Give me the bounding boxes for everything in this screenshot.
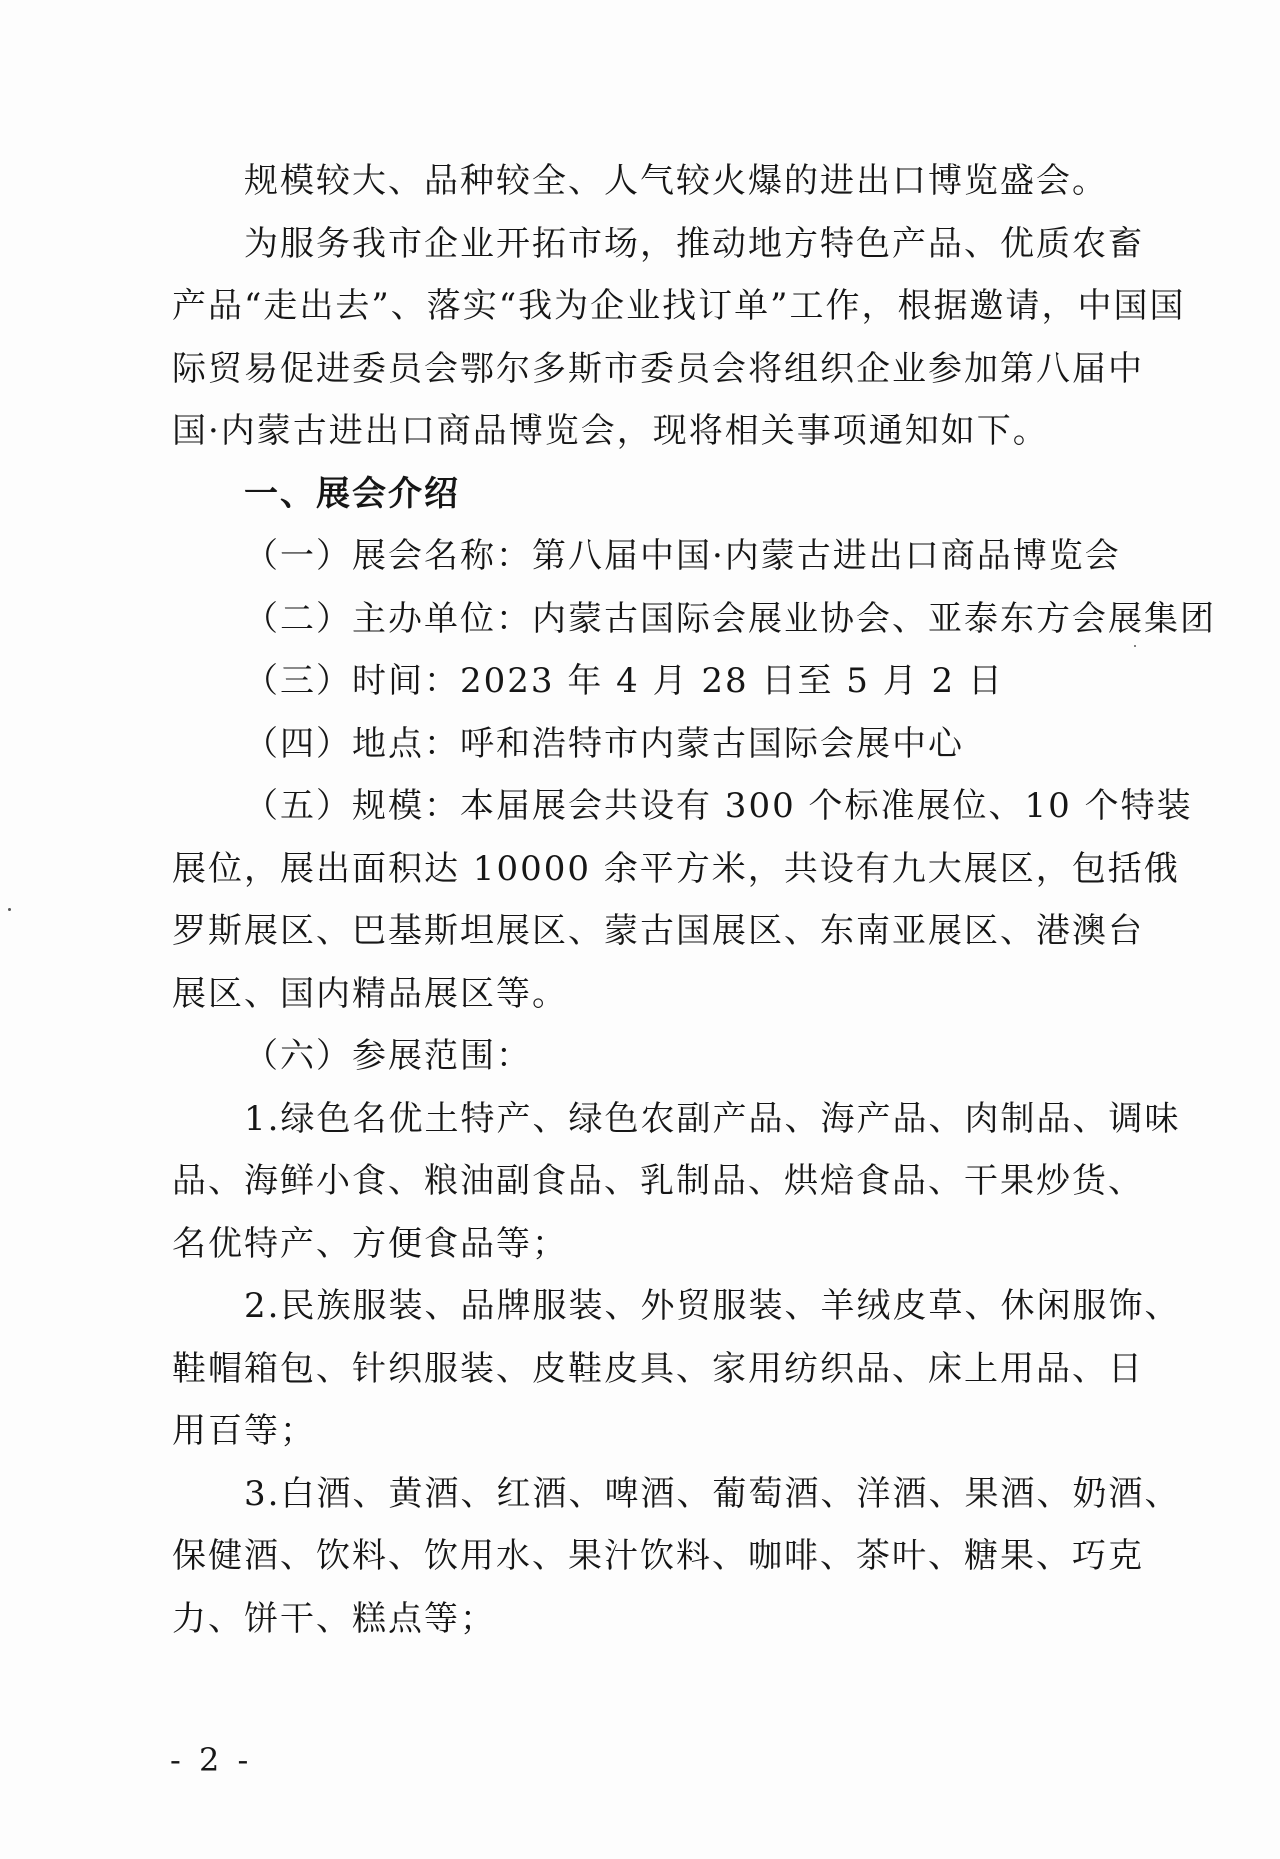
paragraph-line: 保健酒、饮料、饮用水、果汁饮料、咖啡、茶叶、糖果、巧克 bbox=[172, 1536, 1144, 1576]
list-item: （五）规模：本届展会共设有 300 个标准展位、10 个特装 bbox=[244, 786, 1193, 826]
list-item: 3.白酒、黄酒、红酒、啤酒、葡萄酒、洋酒、果酒、奶酒、 bbox=[244, 1473, 1181, 1514]
list-item: （三）时间：2023 年 4 月 28 日至 5 月 2 日 bbox=[244, 661, 1004, 701]
paragraph-line: 名优特产、方便食品等； bbox=[172, 1223, 568, 1264]
list-item: （六）参展范围： bbox=[244, 1036, 532, 1076]
paragraph-line: 用百等； bbox=[172, 1411, 316, 1451]
paragraph-line: 际贸易促进委员会鄂尔多斯市委员会将组织企业参加第八届中 bbox=[172, 348, 1144, 389]
paragraph-line: 力、饼干、糕点等； bbox=[172, 1598, 496, 1639]
paragraph-line: 规模较大、品种较全、人气较火爆的进出口博览盛会。 bbox=[244, 161, 1108, 201]
list-item: 1.绿色名优土特产、绿色农副产品、海产品、肉制品、调味 bbox=[244, 1098, 1181, 1139]
paragraph-line: 产品“走出去”、落实“我为企业找订单”工作，根据邀请，中国国 bbox=[172, 286, 1186, 326]
list-item: （一）展会名称：第八届中国·内蒙古进出口商品博览会 bbox=[244, 536, 1121, 576]
paragraph-line: 罗斯展区、巴基斯坦展区、蒙古国展区、东南亚展区、港澳台 bbox=[172, 911, 1144, 951]
paragraph-line: 品、海鲜小食、粮油副食品、乳制品、烘焙食品、干果炒货、 bbox=[172, 1161, 1144, 1201]
paragraph-line: 展位，展出面积达 10000 余平方米，共设有九大展区，包括俄 bbox=[172, 848, 1180, 889]
paragraph-line: 鞋帽箱包、针织服装、皮鞋皮具、家用纺织品、床上用品、日 bbox=[172, 1348, 1144, 1389]
list-item: （四）地点：呼和浩特市内蒙古国际会展中心 bbox=[244, 723, 964, 764]
list-item: （二）主办单位：内蒙古国际会展业协会、亚泰东方会展集团 bbox=[244, 598, 1216, 639]
scan-speck bbox=[1134, 645, 1136, 647]
paragraph-line: 国·内蒙古进出口商品博览会，现将相关事项通知如下。 bbox=[172, 411, 1049, 451]
paragraph-line: 为服务我市企业开拓市场，推动地方特色产品、优质农畜 bbox=[244, 223, 1144, 264]
section-heading: 一、展会介绍 bbox=[244, 473, 460, 514]
page-number: - 2 - bbox=[170, 1741, 253, 1779]
list-item: 2.民族服装、品牌服装、外贸服装、羊绒皮草、休闲服饰、 bbox=[244, 1286, 1181, 1326]
document-body bbox=[172, 150, 1216, 1650]
scan-speck bbox=[8, 908, 11, 911]
paragraph-line: 展区、国内精品展区等。 bbox=[172, 973, 568, 1014]
